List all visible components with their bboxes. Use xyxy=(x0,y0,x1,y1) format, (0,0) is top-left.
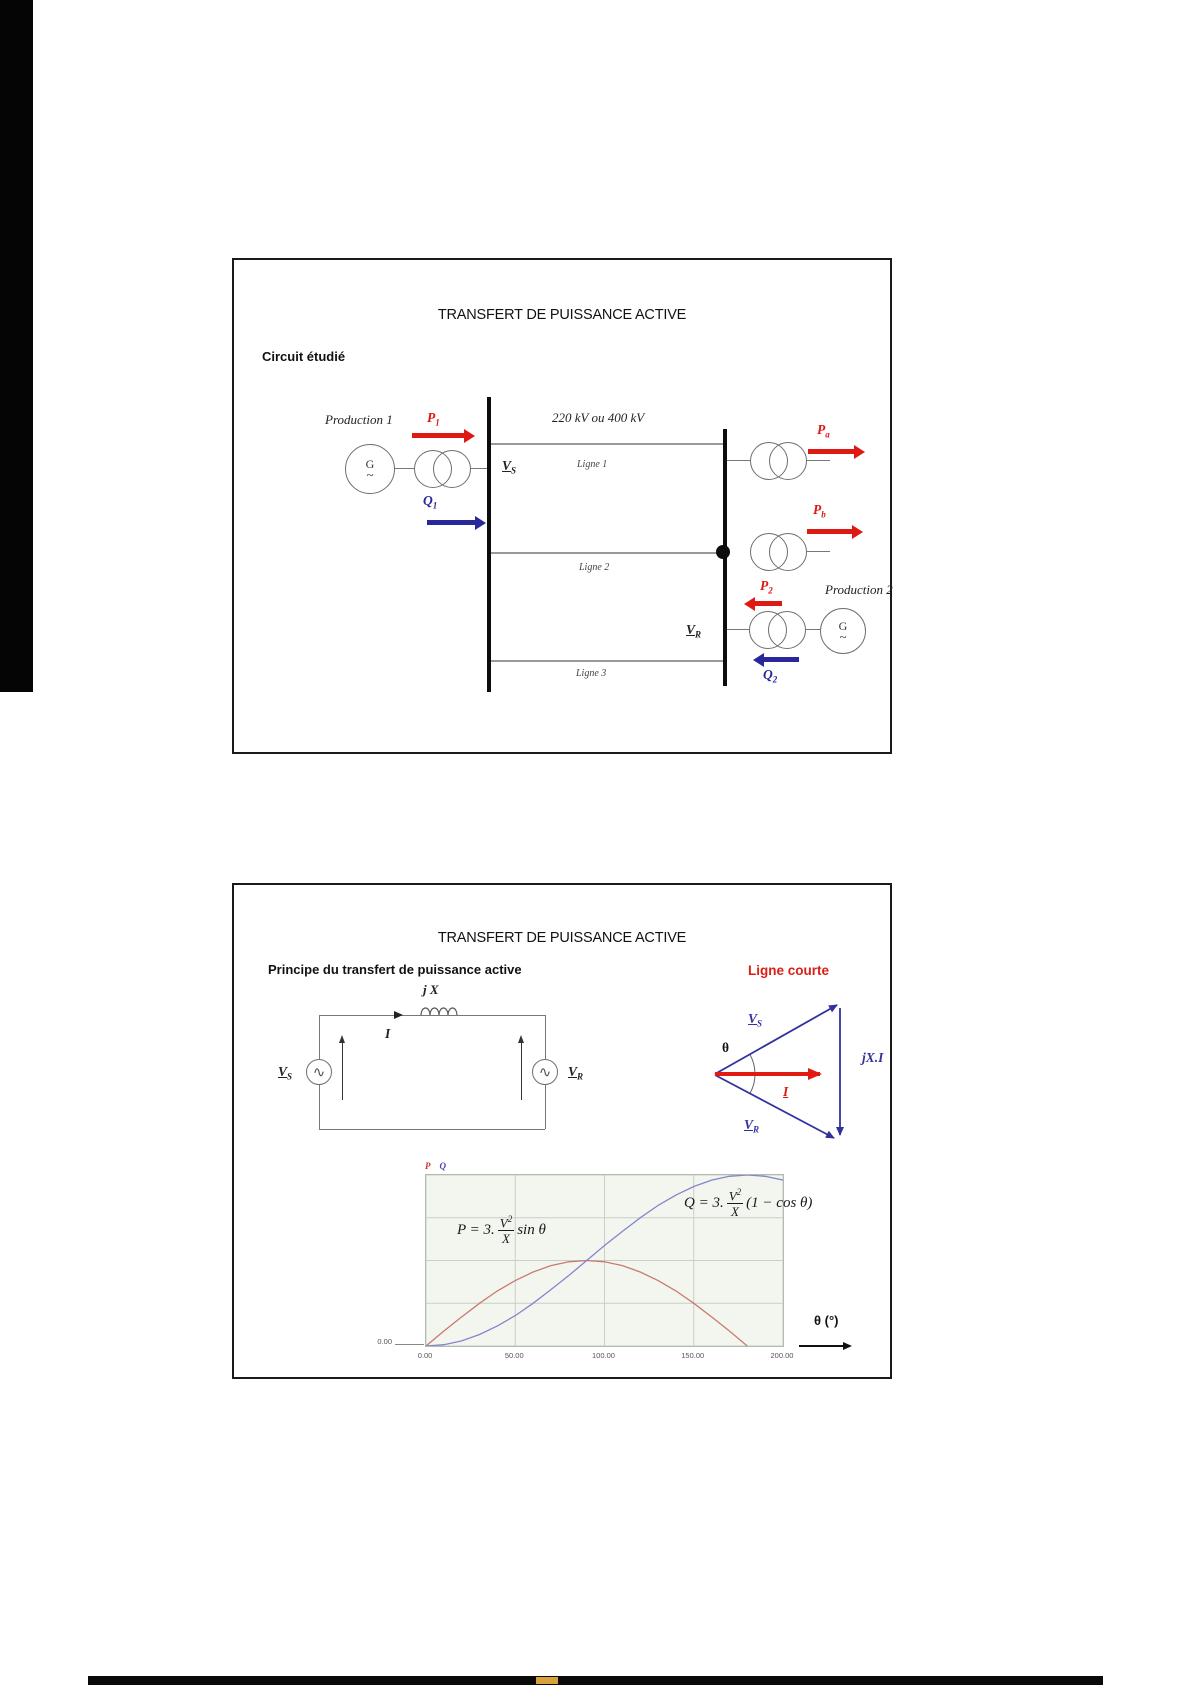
x-tick-label: 200.00 xyxy=(770,1351,794,1360)
line3-wire xyxy=(491,660,723,662)
q2-label: $Q_2$ xyxy=(763,667,778,685)
voltage-reference-arrow xyxy=(342,1042,343,1100)
phasor-jxi-label: jX.I xyxy=(862,1050,884,1065)
q1-arrow xyxy=(427,520,475,525)
line2-label: Ligne 2 xyxy=(579,562,610,573)
x-axis-title: θ (°) xyxy=(814,1313,839,1328)
vr-label: $V_R$ xyxy=(686,622,702,640)
generator1-symbol: G ~ xyxy=(345,444,395,494)
x-axis-arrow xyxy=(799,1345,843,1347)
phasor-vs-label: $V_S$ xyxy=(748,1011,763,1029)
pa-label: $P_a$ xyxy=(817,422,830,440)
generator2-symbol: G ~ xyxy=(820,608,866,654)
wire xyxy=(727,629,749,630)
short-line-tag: Ligne courte xyxy=(748,963,830,978)
sending-busbar xyxy=(487,397,491,692)
formula-q: Q = 3. $\frac{V^2}{X}$ (1 − cos θ) xyxy=(684,1187,813,1220)
wire xyxy=(319,1015,320,1059)
wire xyxy=(319,1085,320,1129)
production2-label: Production 2 xyxy=(825,582,893,597)
wire xyxy=(727,460,750,461)
wire xyxy=(545,1085,546,1129)
chart-legend xyxy=(425,1161,455,1171)
reactance-label: j X xyxy=(423,982,439,997)
phasor-vr-label: $V_R$ xyxy=(744,1117,760,1135)
bottom-wire xyxy=(319,1129,545,1130)
voltage-note: 220 kV ou 400 kV xyxy=(552,410,645,425)
p1-arrow xyxy=(412,433,464,438)
line1-label: Ligne 1 xyxy=(577,459,608,470)
pa-arrow xyxy=(808,449,854,454)
line1-wire xyxy=(491,443,723,445)
inductor-symbol xyxy=(420,1003,460,1016)
legend-p: P xyxy=(425,1161,431,1171)
slide2-subtitle: Principe du transfert de puissance active xyxy=(268,962,522,977)
wire xyxy=(471,468,488,469)
production1-label: Production 1 xyxy=(325,412,393,427)
ac-source-vs: ∿ xyxy=(306,1059,332,1085)
p2-label: $P_2$ xyxy=(760,578,773,596)
wire xyxy=(545,1015,546,1059)
phasor-theta-label: θ xyxy=(722,1040,730,1055)
vs-label: $V_S$ xyxy=(502,458,517,476)
transformer2-symbol xyxy=(768,611,806,649)
transformer1-symbol xyxy=(433,450,471,488)
slide1-title: TRANSFERT DE PUISSANCE ACTIVE xyxy=(437,307,687,323)
phasor-diagram xyxy=(694,985,894,1155)
phasor-current-label: I xyxy=(783,1084,789,1099)
wire xyxy=(806,629,820,630)
q1-label: $Q_1$ xyxy=(423,493,438,511)
wire xyxy=(807,551,830,552)
x-tick-label: 150.00 xyxy=(681,1351,705,1360)
scan-artifact-left-bar xyxy=(0,0,33,692)
junction-dot xyxy=(716,545,730,559)
ac-source-vr: ∿ xyxy=(532,1059,558,1085)
legend-q: Q xyxy=(439,1161,446,1171)
transformer-b-symbol xyxy=(769,533,807,571)
scan-artifact-bottom-bar xyxy=(88,1676,1103,1685)
slide-1 xyxy=(232,258,892,754)
formula-p: P = 3. $\frac{V^2}{X}$ sin θ xyxy=(457,1214,546,1247)
slide1-subtitle: Circuit étudié xyxy=(262,349,346,364)
x-tick-label: 50.00 xyxy=(504,1351,524,1360)
scan-artifact-accent xyxy=(536,1677,558,1684)
vr-source-label: $V_R$ xyxy=(568,1064,584,1082)
pb-arrow xyxy=(807,529,852,534)
vs-source-label: $V_S$ xyxy=(278,1064,293,1082)
slide2-title: TRANSFERT DE PUISSANCE ACTIVE xyxy=(437,930,687,946)
q2-arrow xyxy=(764,657,799,662)
slide-2 xyxy=(232,883,892,1379)
line3-label: Ligne 3 xyxy=(576,668,607,679)
x-tick-label: 0.00 xyxy=(417,1351,433,1360)
wire xyxy=(807,460,830,461)
current-direction-arrow xyxy=(394,1011,403,1019)
transformer-a-symbol xyxy=(769,442,807,480)
line2-wire xyxy=(491,552,723,554)
wire xyxy=(395,468,415,469)
p2-arrow xyxy=(755,601,782,606)
p1-label: $P_1$ xyxy=(427,410,440,428)
pb-label: $P_b$ xyxy=(813,502,826,520)
y-origin-label: 0.00 xyxy=(377,1337,392,1346)
current-label: I xyxy=(385,1026,391,1041)
x-axis-stub xyxy=(395,1344,424,1345)
x-tick-label: 100.00 xyxy=(592,1351,615,1360)
voltage-reference-arrow xyxy=(521,1042,522,1100)
